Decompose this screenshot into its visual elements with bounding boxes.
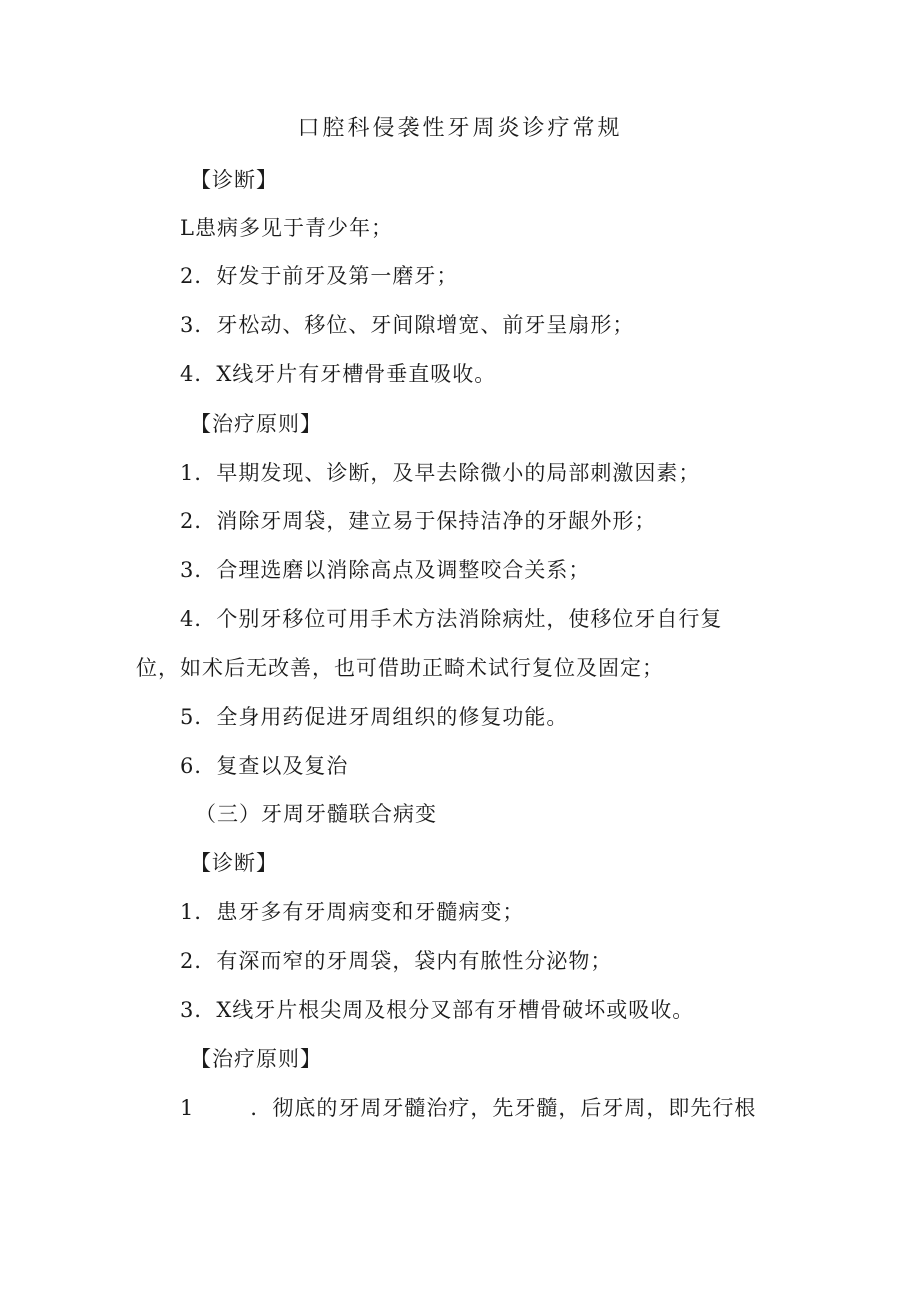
treatment-item-6: 6．复查以及复治 <box>180 754 349 778</box>
treatment2-item-1-number: 1 <box>180 1096 195 1120</box>
section-subtitle: （三）牙周牙髓联合病变 <box>195 802 437 826</box>
diagnosis2-item-1: 1．患牙多有牙周病变和牙髓病变； <box>180 900 525 924</box>
heading-diagnosis-2: 【诊断】 <box>190 851 278 875</box>
diagnosis2-item-2: 2．有深而窄的牙周袋，袋内有脓性分泌物； <box>180 949 613 973</box>
treatment2-item-1-text: ．彻底的牙周牙髓治疗，先牙髓，后牙周，即先行根 <box>250 1096 757 1120</box>
treatment-item-1: 1．早期发现、诊断，及早去除微小的局部刺激因素； <box>180 461 701 485</box>
treatment2-item-1 <box>180 1094 756 1122</box>
heading-treatment: 【治疗原则】 <box>190 412 322 436</box>
treatment-item-4-continued: 位，如术后无改善，也可借助正畸术试行复位及固定； <box>136 656 664 680</box>
heading-treatment-2: 【治疗原则】 <box>190 1047 322 1071</box>
diagnosis-item-3: 3．牙松动、移位、牙间隙增宽、前牙呈扇形； <box>180 313 635 337</box>
diagnosis2-item-3: 3．X线牙片根尖周及根分叉部有牙槽骨破坏或吸收。 <box>180 998 695 1022</box>
diagnosis-item-1: L患病多见于青少年； <box>180 216 393 240</box>
treatment-item-3: 3．合理选磨以消除高点及调整咬合关系； <box>180 558 591 582</box>
treatment-item-5: 5．全身用药促进牙周组织的修复功能。 <box>180 705 569 729</box>
diagnosis-item-2: 2．好发于前牙及第一磨牙； <box>180 264 459 288</box>
treatment-item-2: 2．消除牙周袋，建立易于保持洁净的牙龈外形； <box>180 509 657 533</box>
diagnosis-item-4: 4．X线牙片有牙槽骨垂直吸收。 <box>180 362 497 386</box>
document-title: 口腔科侵袭性牙周炎诊疗常规 <box>297 116 623 141</box>
heading-diagnosis: 【诊断】 <box>190 168 278 192</box>
treatment-item-4: 4．个别牙移位可用手术方法消除病灶，使移位牙自行复 <box>180 607 723 631</box>
